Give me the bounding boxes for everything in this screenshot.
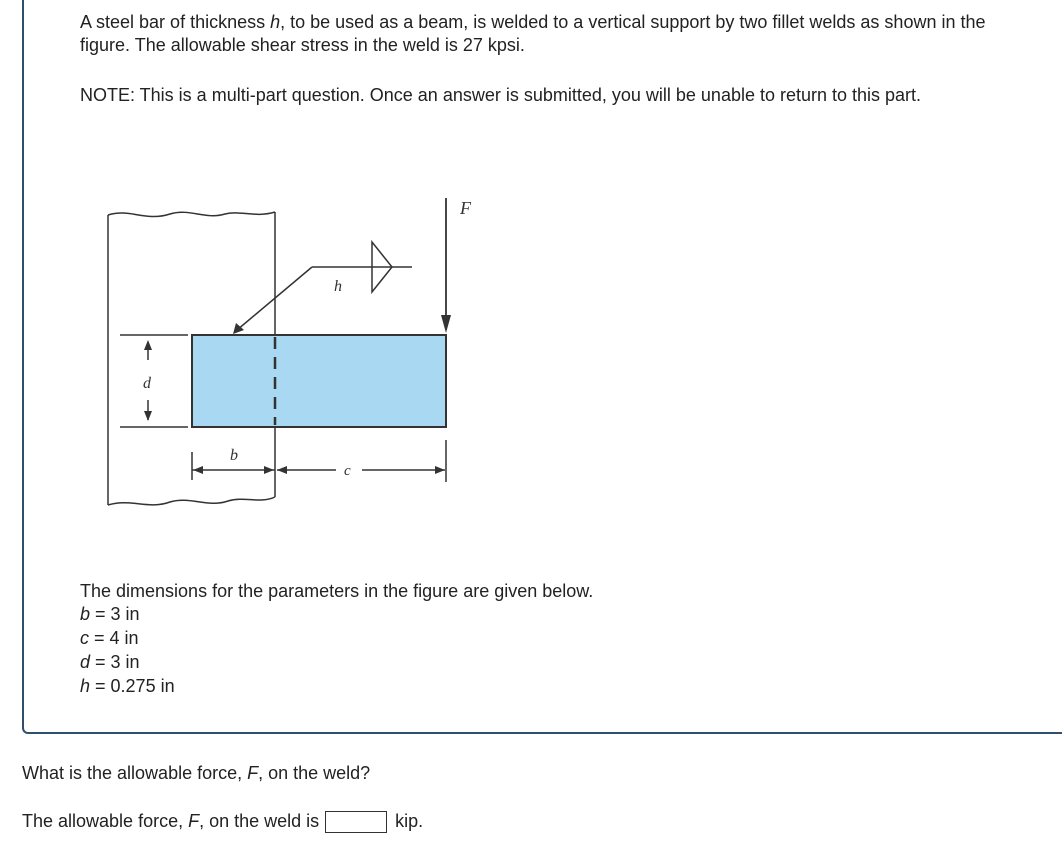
multi-part-note: NOTE: This is a multi-part question. Once an answer is submitted, you will be unable to return to this part. xyxy=(80,85,922,105)
dimension-h: h = 0.275 in xyxy=(80,676,175,696)
beam-bar xyxy=(192,335,446,427)
dimension-c: c = 4 in xyxy=(80,628,139,648)
support-bottom-break xyxy=(108,497,275,505)
weld-figure xyxy=(100,190,500,520)
answer-input[interactable] xyxy=(325,811,387,833)
dimensions-intro: The dimensions for the parameters in the figure are given below. xyxy=(80,581,594,601)
label-b: b xyxy=(230,447,238,464)
answer-unit: kip. xyxy=(395,811,424,831)
h-symbol: h xyxy=(270,12,281,32)
question-text: What is the allowable force, F, on the weld? xyxy=(22,763,371,783)
label-c: c xyxy=(344,463,351,479)
answer-row xyxy=(22,810,423,833)
support-top-break xyxy=(108,212,275,217)
label-F: F xyxy=(460,198,471,218)
answer-prompt: The allowable force, F, on the weld is xyxy=(22,811,320,831)
problem-intro: A steel bar of thickness h, to be used as a beam, is welded to a vertical support by two fillet welds as shown in the figure. The allowable shear stress in the weld is 27 kpsi. xyxy=(80,12,986,55)
label-d: d xyxy=(143,375,151,392)
force-arrowhead xyxy=(441,315,451,333)
dimension-b: b = 3 in xyxy=(80,604,140,624)
label-h: h xyxy=(334,278,342,295)
dimension-d: d = 3 in xyxy=(80,652,140,672)
